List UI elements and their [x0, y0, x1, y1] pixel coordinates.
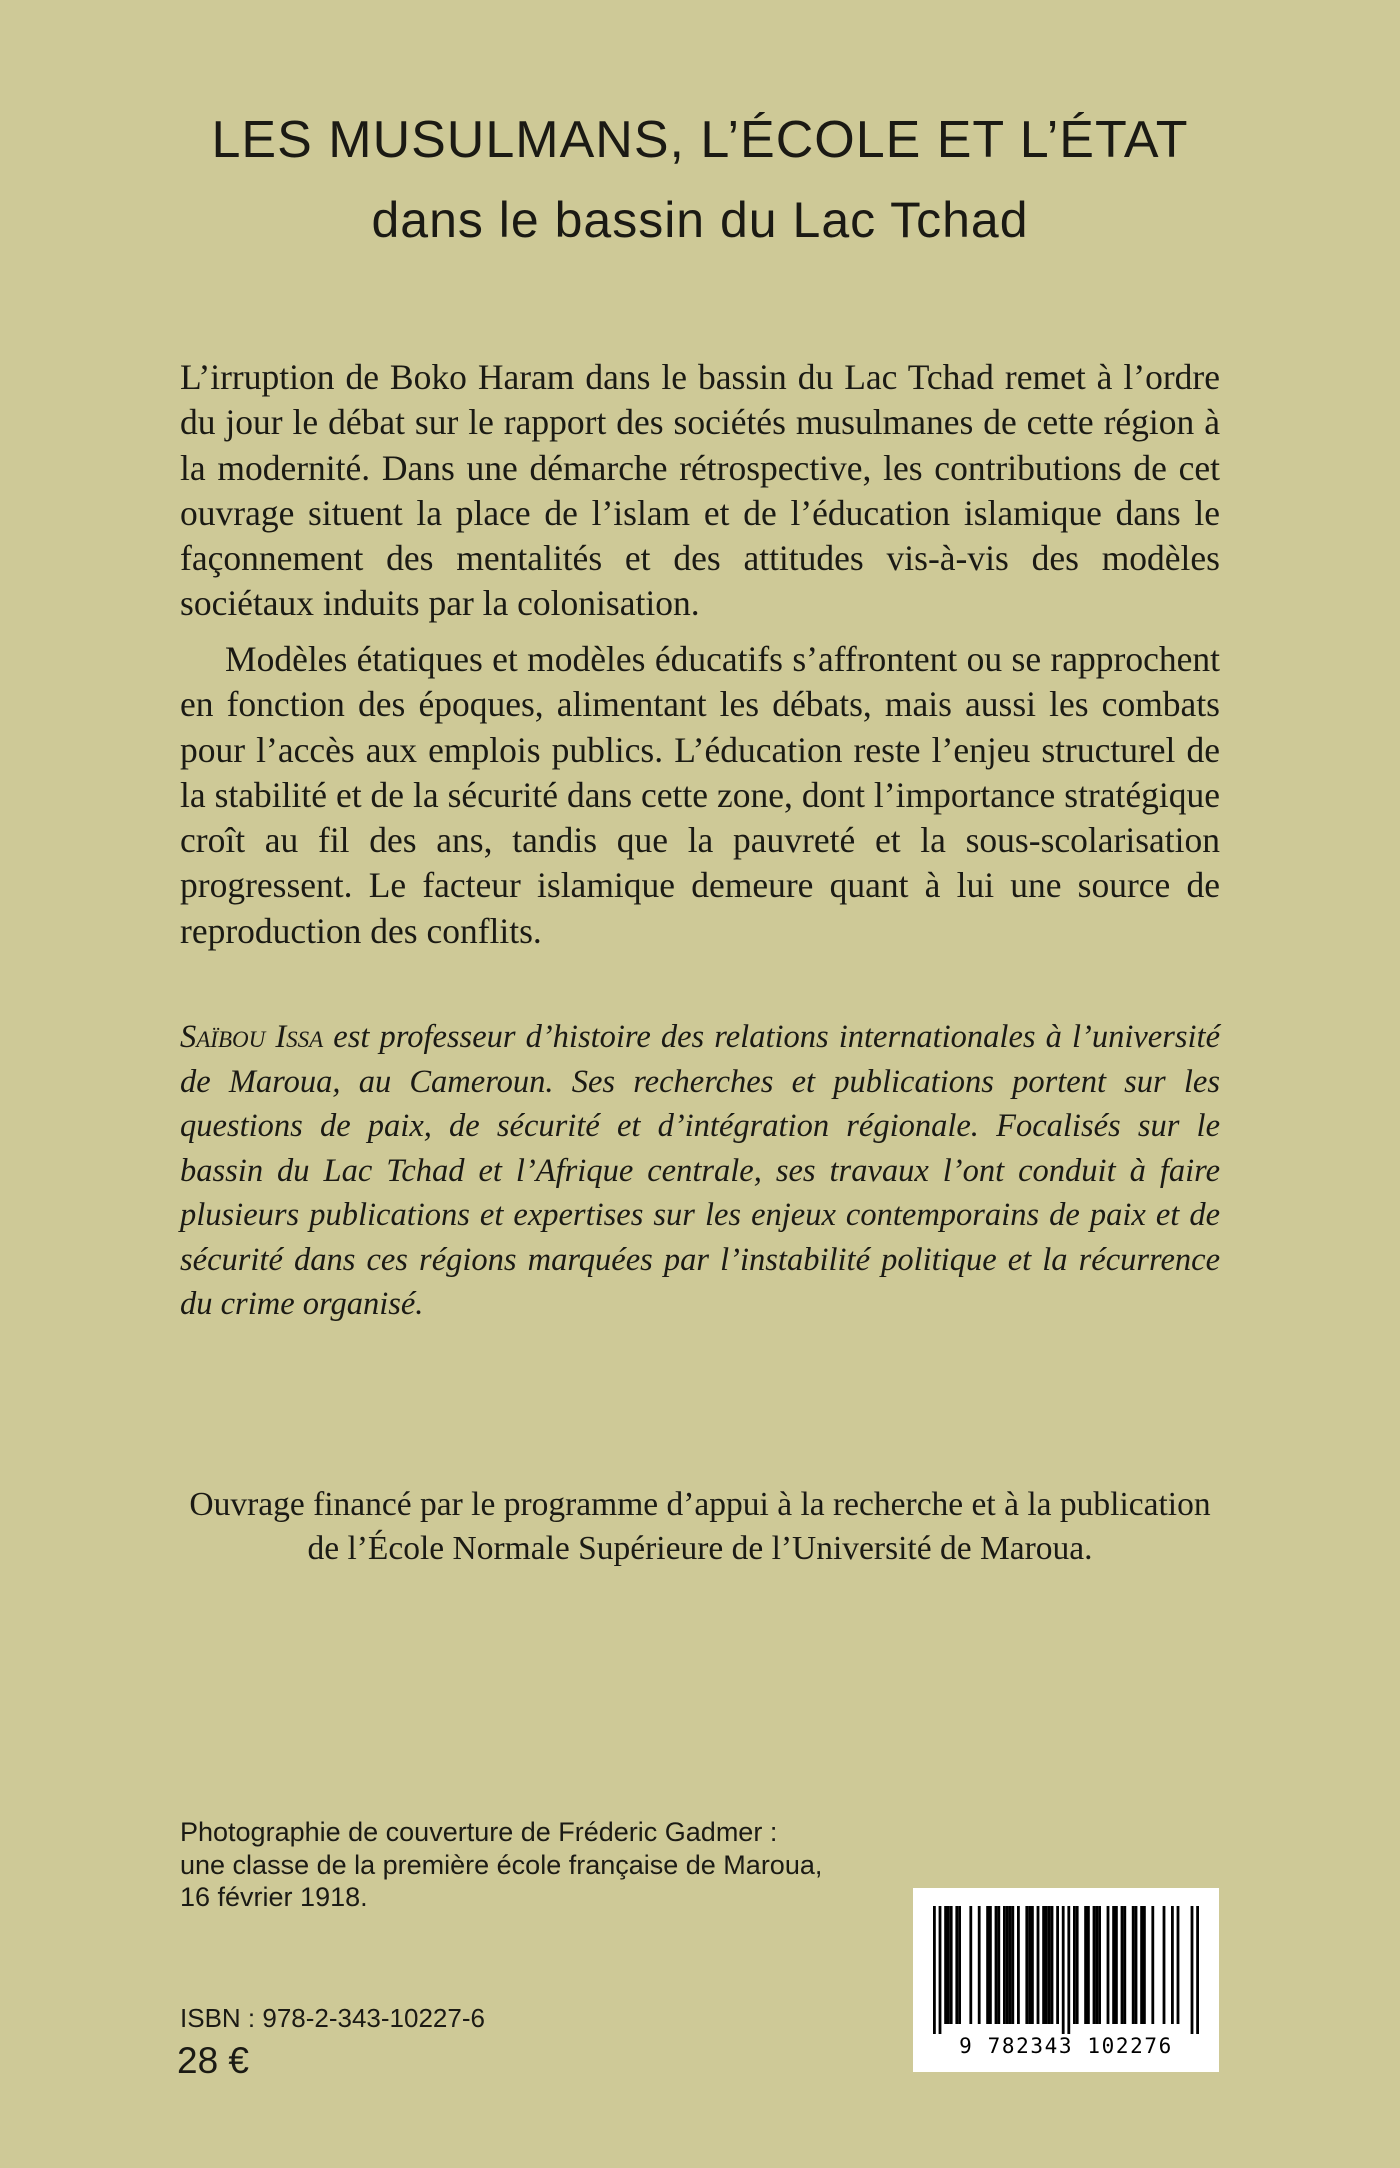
barcode-bar	[1143, 1906, 1146, 2024]
book-title: LES MUSULMANS, L’ÉCOLE ET L’ÉTAT	[211, 111, 1189, 169]
barcode-bar	[978, 1906, 981, 2024]
isbn-label: ISBN : 978-2-343-10227-6	[180, 2003, 485, 2033]
barcode-bar	[995, 1906, 998, 2024]
barcode-bar	[986, 1906, 989, 2024]
book-subtitle: dans le bassin du Lac Tchad	[371, 192, 1029, 248]
barcode-bar	[1107, 1906, 1110, 2024]
barcode-bar	[1073, 1906, 1076, 2024]
funding-line-1: Ouvrage financé par le programme d’appui à la recherche et à la publication	[189, 1486, 1211, 1523]
barcode-bar	[1171, 1906, 1174, 2024]
barcode-bars	[929, 1906, 1203, 2034]
barcode-bar	[1132, 1906, 1135, 2024]
barcode-bar	[1163, 1906, 1166, 2024]
barcode-bar	[1017, 1906, 1020, 2024]
barcode-bar	[1011, 1906, 1014, 2024]
barcode-bar	[1003, 1906, 1006, 2024]
barcode-bar	[969, 1906, 972, 2024]
barcode-guard-bar	[939, 1906, 942, 2034]
barcode-bar	[1115, 1906, 1118, 2024]
summary-paragraph-2: Modèles étatiques et modèles éducatifs s’affrontent ou se rapprochent en fonction des époques, alimentant les débats, mais aussi les combats pour l’accès aux emplois publics. L’éducation reste l’enjeu structurel de la stabilité et de la sécurité dans cette zone, dont l’importance stratégique croît au fil des ans, tandis que la pauvreté et la sous-scolarisation progressent. Le facteur islamique demeure quant à lui une source de reproduction des conflits.	[180, 639, 1220, 951]
funding-note	[0, 1483, 1400, 1571]
barcode-bar	[1140, 1906, 1143, 2024]
barcode-bar	[1025, 1906, 1028, 2024]
barcode-bar	[1028, 1906, 1031, 2024]
author-bio-text: est professeur d’histoire des relations internationales à l’université de Maroua, au Cameroun. Ses recherches et publications portent sur les questions de paix, de sécurité et d’intégration régionale. Focalisés sur le bassin du Lac Tchad et l’Afrique centrale, ses travaux l’ont conduit à faire plusieurs publications et expertises sur les enjeux contemporains de paix et de sécurité dans ces régions marquées par l’instabilité politique et la récurrence du crime organisé.	[180, 1019, 1220, 1322]
barcode-guard-bar	[933, 1906, 936, 2034]
barcode-bar	[1095, 1906, 1098, 2024]
barcode-bar	[955, 1906, 958, 2024]
photo-credit-line-2: une classe de la première école française de Maroua,	[180, 1849, 823, 1880]
barcode-digits: 9 782343 102276	[959, 2034, 1173, 2058]
barcode-bar	[947, 1906, 950, 2024]
photo-credit	[180, 1816, 822, 1914]
barcode-bar	[1006, 1906, 1009, 2024]
barcode-bar	[989, 1906, 992, 2024]
barcode-bar	[1009, 1906, 1012, 2024]
barcode-bar	[1045, 1906, 1048, 2024]
barcode-bar	[1048, 1906, 1051, 2024]
barcode-bar	[1151, 1906, 1154, 2024]
photo-credit-line-3: 16 février 1918.	[180, 1882, 368, 1912]
barcode-guard-bar	[1067, 1906, 1070, 2034]
author-bio	[180, 1015, 1220, 1327]
barcode-bar	[1056, 1906, 1059, 2024]
barcode-bar	[1042, 1906, 1045, 2024]
barcode-bar	[1093, 1906, 1096, 2024]
barcode-guard-bar	[1062, 1906, 1065, 2034]
barcode-bar	[1098, 1906, 1101, 2024]
photo-credit-line-1: Photographie de couverture de Fréderic Gadmer :	[180, 1817, 778, 1847]
barcode-bar	[1087, 1906, 1090, 2024]
summary-paragraph-1: L’irruption de Boko Haram dans le bassin du Lac Tchad remet à l’ordre du jour le débat sur le rapport des sociétés musulmanes de cette région à la modernité. Dans une démarche rétrospective, les contributions de cet ouvrage situent la place de l’islam et de l’éducation islamique dans le façonnement des mentalités et des attitudes vis-à-vis des modèles sociétaux induits par la colonisation.	[180, 357, 1220, 624]
barcode-bar	[1037, 1906, 1040, 2024]
barcode-bar	[1051, 1906, 1054, 2024]
price-label: 28 €	[177, 2040, 250, 2081]
barcode-bar	[1112, 1906, 1115, 2024]
barcode-bar	[1177, 1906, 1180, 2024]
barcode-bar	[1084, 1906, 1087, 2024]
barcode-bar	[1121, 1906, 1124, 2024]
author-name: Saïbou Issa	[180, 1019, 324, 1055]
barcode	[913, 1888, 1219, 2072]
barcode-bar	[997, 1906, 1000, 2024]
barcode-bar	[950, 1906, 953, 2024]
barcode-guard-bar	[1191, 1906, 1194, 2034]
funding-line-2: de l’École Normale Supérieure de l’Université de Maroua.	[307, 1530, 1093, 1567]
barcode-bar	[944, 1906, 947, 2024]
barcode-guard-bar	[1196, 1906, 1199, 2034]
barcode-bar	[1135, 1906, 1138, 2024]
barcode-bar	[1076, 1906, 1079, 2024]
barcode-bar	[1123, 1906, 1126, 2024]
barcode-bar	[958, 1906, 961, 2024]
barcode-bar	[1031, 1906, 1034, 2024]
